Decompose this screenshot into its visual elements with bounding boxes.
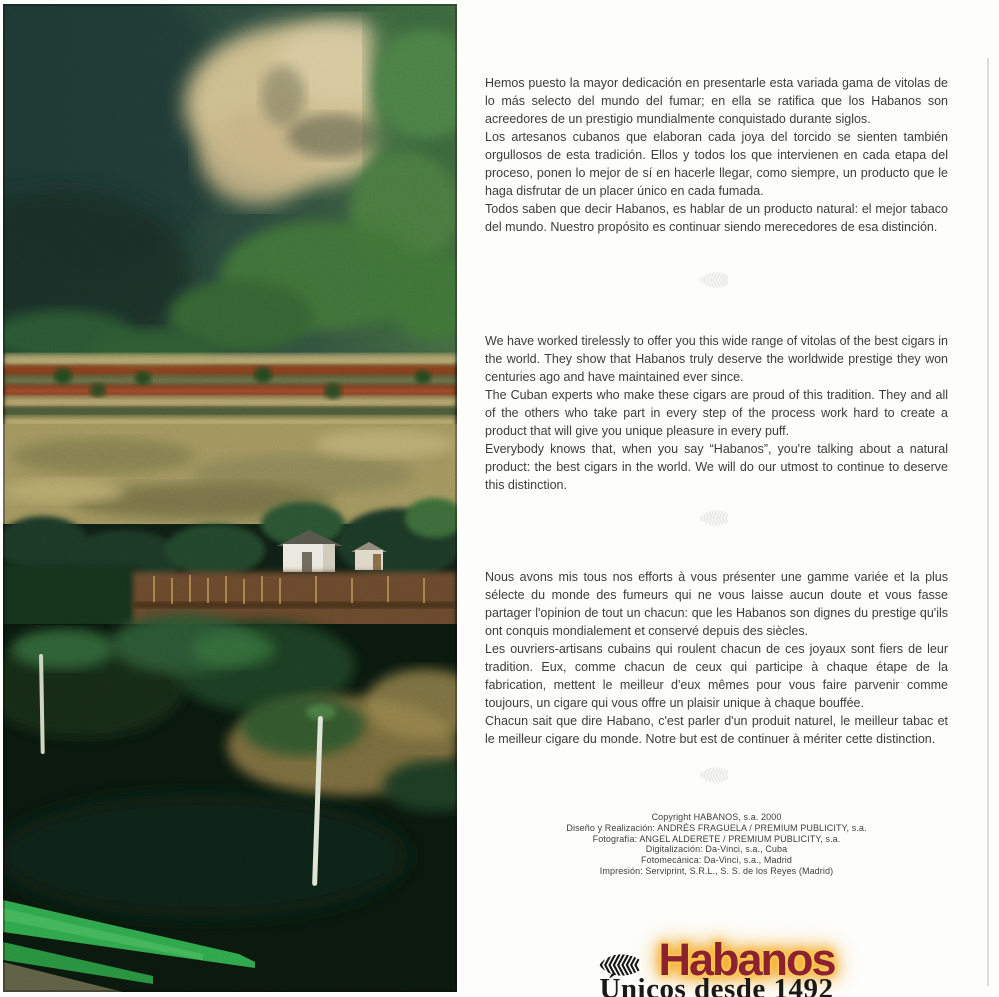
leaf-watermark: [698, 765, 734, 785]
credit-line: Impresión: Serviprint, S.R.L., S. S. de los Reyes (Madrid): [599, 865, 834, 876]
credit-line: Fotografía: ANGEL ALDERETE / PREMIUM PUBLICITY, s.a.: [592, 833, 841, 844]
credits-block: [485, 812, 948, 877]
credit-line: Digitalización: Da-Vinci, s.a., Cuba: [645, 844, 788, 855]
paragraph: The Cuban experts who make these cigars are proud of this tradition. They and all of the others who take part in every step of the process work hard to create a product that will give you unique pleasure in every puff.: [485, 388, 948, 438]
paragraph-block-english: [485, 332, 948, 494]
paragraph: Los artesanos cubanos que elaboran cada joya del torcido se sienten también orgullosos de esta tradición. Ellos y todos los que intervienen en cada etapa del proceso, ponen lo mejor de sí en hacerle llegar, como siempre, un producto que le haga disfrutar de un placer único en cada fumada.: [485, 130, 948, 198]
scan-page-edge-line: [987, 58, 989, 986]
landscape-photo-art: [3, 4, 457, 992]
paragraph: We have worked tirelessly to offer you this wide range of vitolas of the best cigars in the world. They show that Habanos truly deserve the worldwide prestige they won centuries ago and have maintained ever since.: [485, 334, 948, 384]
paragraph: Nous avons mis tous nos efforts à vous présenter une gamme variée et la plus sélecte du monde des fumeurs qui ne vous laisse aucun doute et vous fasse partager l'opinion de tout un chacun: que les Habanos son dignes du prestige qu'ils ont conquis mondialement et conservé depuis des siècles.: [485, 570, 948, 638]
paragraph: Everybody knows that, when you say “Habanos”, you're talking about a natural product: the best cigars in the world. We will do our utmost to continue to deserve this distinction.: [485, 442, 948, 492]
logo-slogan: Únicos desde 1492: [599, 973, 834, 997]
paragraph: Hemos puesto la mayor dedicación en presentarle esta variada gama de vitolas de lo más selecto del mundo del fumar; en ella se ratifica que los Habanos son acreedores de un prestigio mundialmente conquistado durante siglos.: [485, 76, 948, 126]
paragraph-block-french: [485, 568, 948, 748]
leaf-watermark: [698, 508, 734, 528]
paragraph: Les ouvriers-artisans cubains qui roulent chacun de ces joyaux sont fiers de leur tradition. Eux, comme chacun de ceux qui participe à chaque étape de la fabrication, mettent le meilleur d'eux mêmes pour vous faire parvenir comme toujours, un cigare qui vous offre un plaisir unique à chaque bouffée.: [485, 642, 948, 710]
credit-line: Copyright HABANOS, s.a. 2000: [651, 812, 782, 822]
paragraph: Chacun sait que dire Habano, c'est parler d'un produit naturel, le meilleur tabac et le meilleur cigare du monde. Notre but est de continuer à mériter cette distinction.: [485, 714, 948, 746]
habanos-wordmark: Habanos: [658, 934, 835, 985]
paragraph: Todos saben que decir Habanos, es hablar de un producto natural: el mejor tabaco del mundo. Nuestro propósito es continuar siendo merecedores de esa distinción.: [485, 202, 948, 234]
paragraph-block-spanish: [485, 74, 948, 236]
credit-line: Fotomecánica: Da-Vinci, s.a., Madrid: [641, 855, 792, 866]
leaf-watermark: [698, 270, 734, 290]
landscape-photo: [3, 4, 457, 992]
credit-line: Diseño y Realización: ANDRÉS FRAGUELA / PREMIUM PUBLICITY, s.a.: [566, 822, 867, 833]
